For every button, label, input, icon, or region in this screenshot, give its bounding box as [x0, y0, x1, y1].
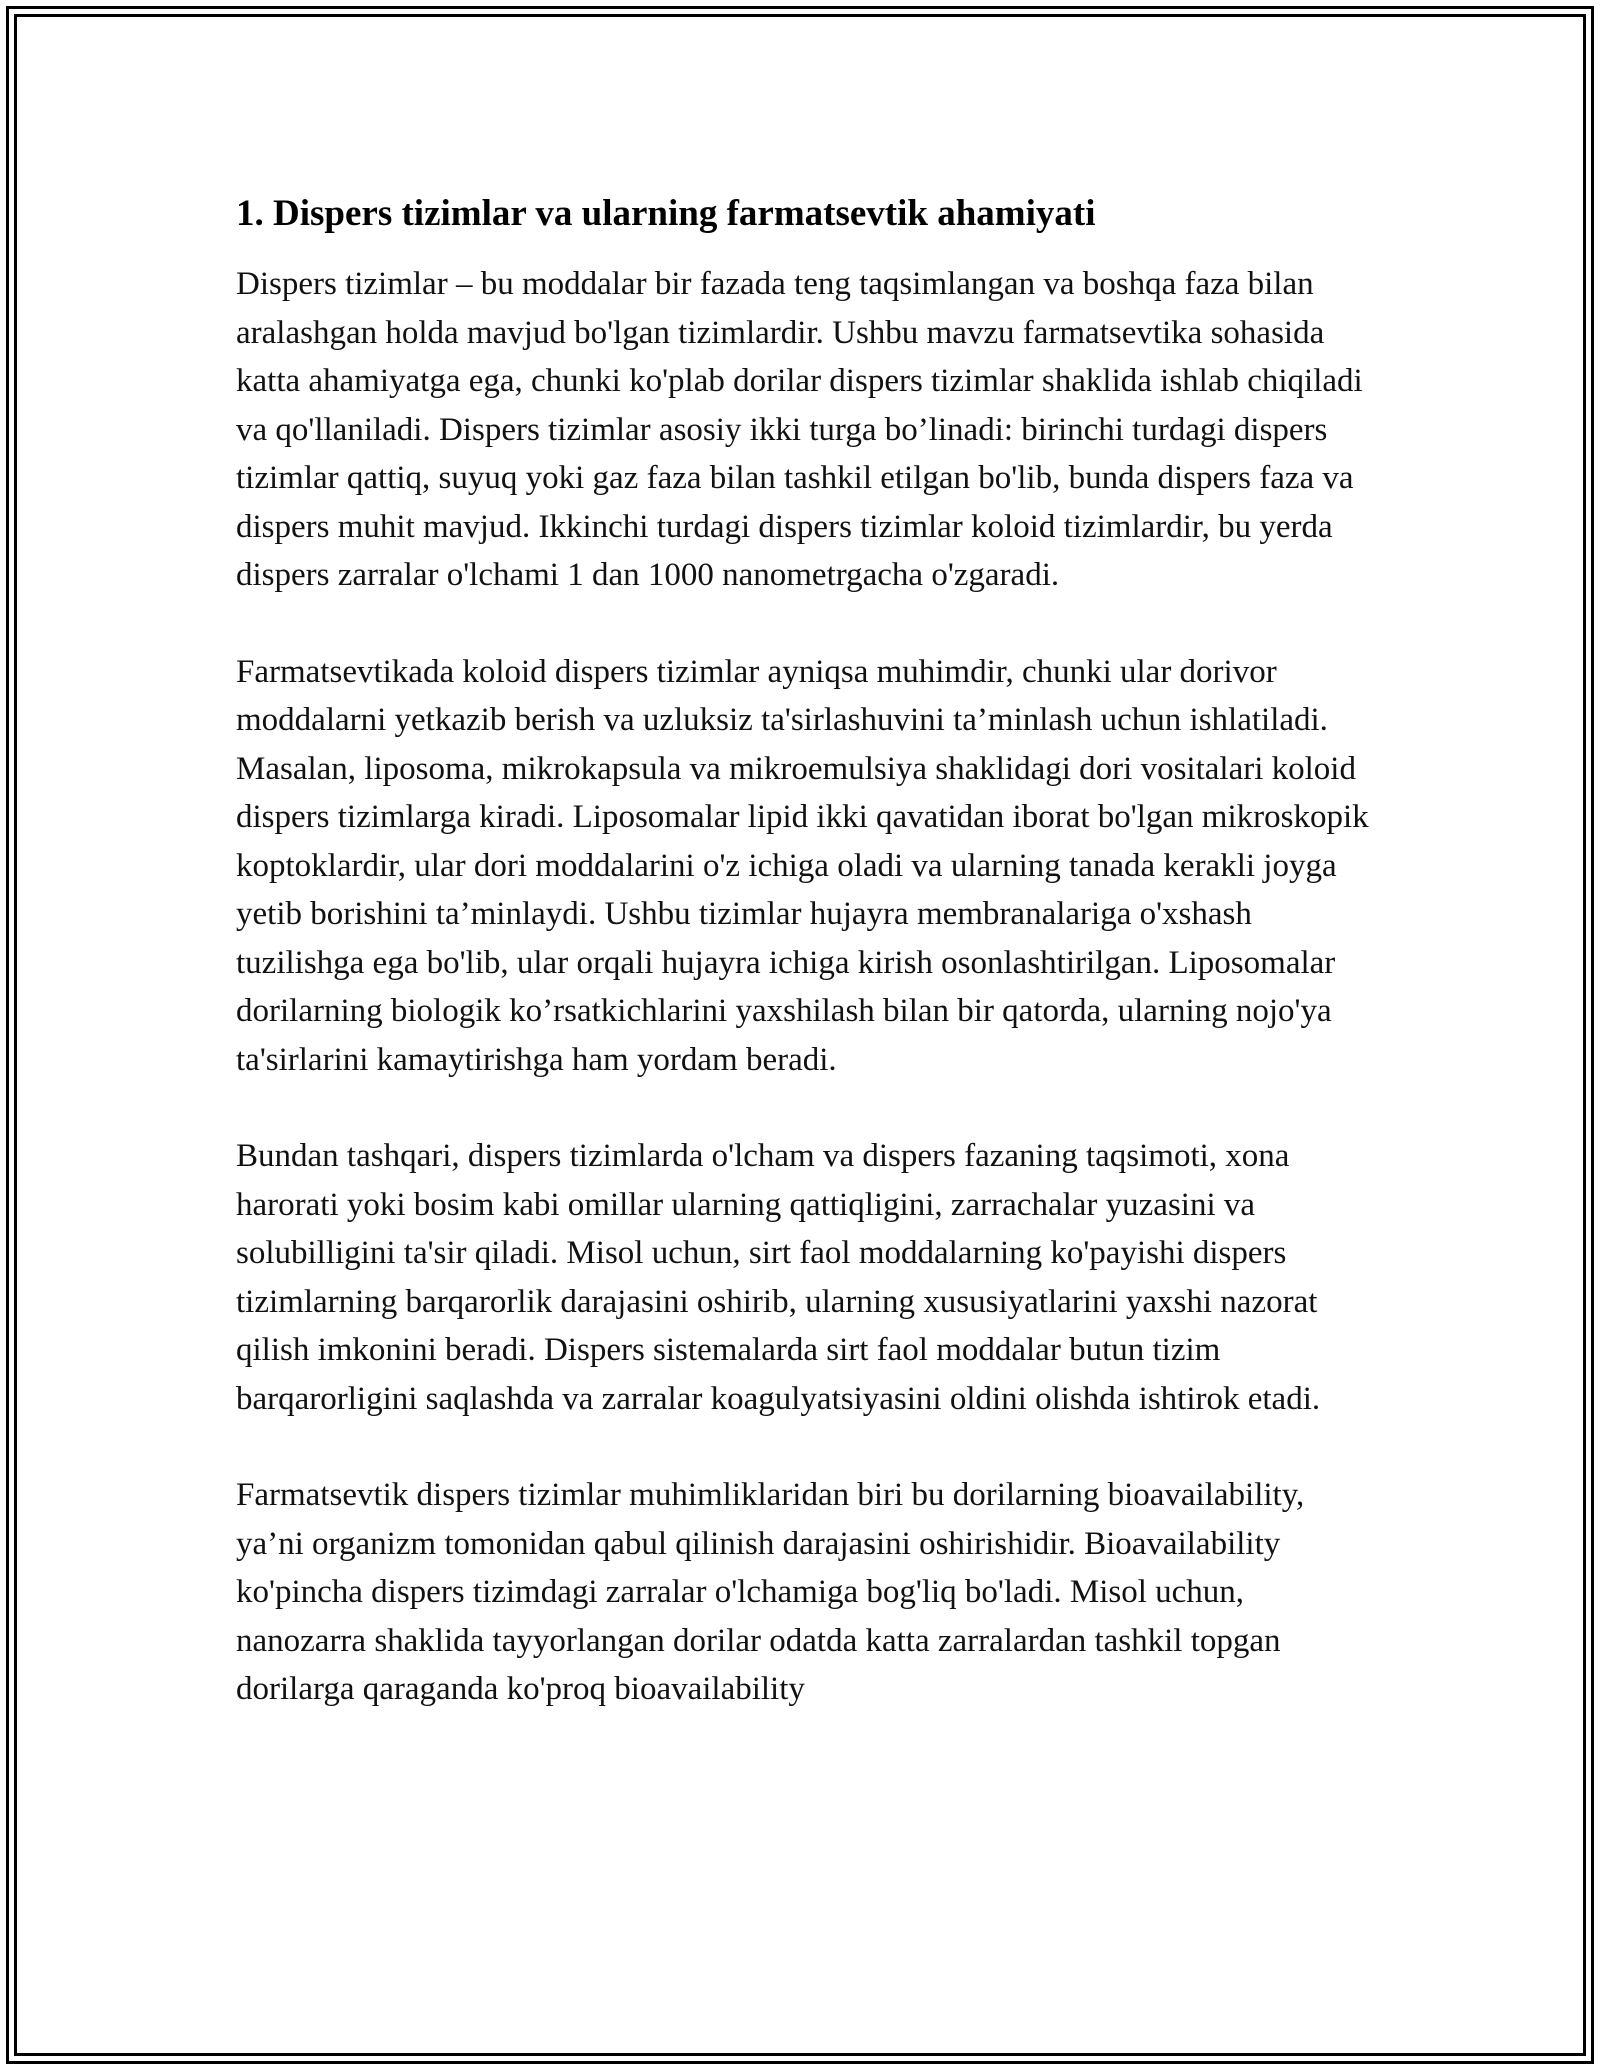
section-heading: 1. Dispers tizimlar va ularning farmatsevtik ahamiyati [236, 193, 1096, 234]
paragraph-1: Dispers tizimlar – bu moddalar bir fazada teng taqsimlangan va boshqa faza bilan aralashgan holda mavjud bo'lgan tizimlardir. Ushbu mavzu farmatsevtika sohasida katta ahamiyatga ega, chunki ko'plab dorilar dispers tizimlar shaklida ishlab chiqiladi va qo'llaniladi. Dispers tizimlar asosiy ikki turga bo’linadi: birinchi turdagi dispers tizimlar qattiq, suyuq yoki gaz faza bilan tashkil etilgan bo'lib, bunda dispers faza va dispers muhit mavjud. Ikkinchi turdagi dispers tizimlar koloid tizimlardir, bu yerda dispers zarralar o'lchami 1 dan 1000 nanometrgacha o'zgaradi. [236, 266, 1363, 593]
document-body [236, 188, 1376, 1762]
paragraph-2: Farmatsevtikada koloid dispers tizimlar ayniqsa muhimdir, chunki ular dorivor moddalarni yetkazib berish va uzluksiz ta'sirlashuvini ta’minlash uchun ishlatiladi. Masalan, liposoma, mikrokapsula va mikroemulsiya shaklidagi dori vositalari koloid dispers tizimlarga kiradi. Liposomalar lipid ikki qavatidan iborat bo'lgan mikroskopik koptoklardir, ular dori moddalarini o'z ichiga oladi va ularning tanada kerakli joyga yetib borishini ta’minlaydi. Ushbu tizimlar hujayra membranalariga o'xshash tuzilishga ega bo'lib, ular orqali hujayra ichiga kirish osonlashtirilgan. Liposomalar dorilarning biologik ko’rsatkichlarini yaxshilash bilan bir qatorda, ularning nojo'ya ta'sirlarini kamaytirishga ham yordam beradi. [236, 653, 1369, 1078]
paragraph-4: Farmatsevtik dispers tizimlar muhimliklaridan biri bu dorilarning bioavailability, ya’ni organizm tomonidan qabul qilinish darajasini oshirishidir. Bioavailability ko'pincha dispers tizimdagi zarralar o'lchamiga bog'liq bo'ladi. Misol uchun, nanozarra shaklida tayyorlangan dorilar odatda katta zarralardan tashkil topgan dorilarga qaraganda ko'proq bioavailability [236, 1477, 1305, 1707]
paragraph-3: Bundan tashqari, dispers tizimlarda o'lcham va dispers fazaning taqsimoti, xona harorati yoki bosim kabi omillar ularning qattiqligini, zarrachalar yuzasini va solubilligini ta'sir qiladi. Misol uchun, sirt faol moddalarning ko'payishi dispers tizimlarning barqarorlik darajasini oshirib, ularning xususiyatlarini yaxshi nazorat qilish imkonini beradi. Dispers sistemalarda sirt faol moddalar butun tizim barqarorligini saqlashda va zarralar koagulyatsiyasini oldini olishda ishtirok etadi. [236, 1138, 1321, 1417]
